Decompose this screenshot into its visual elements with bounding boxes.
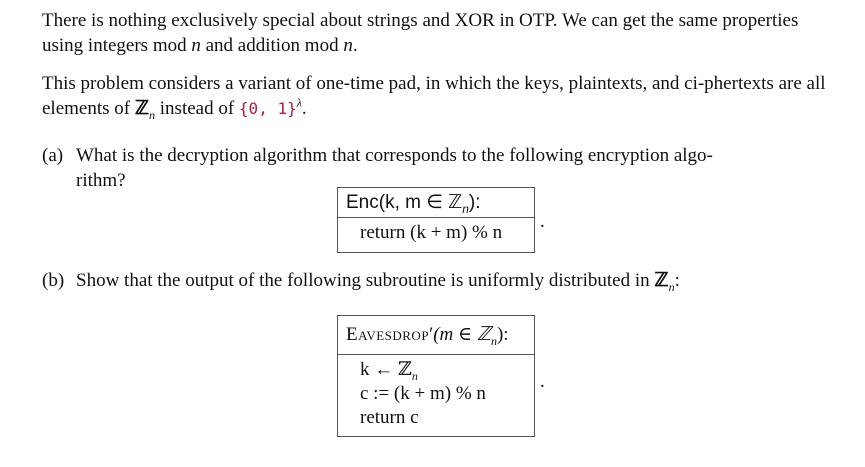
eavesdrop-name: Eavesdrop [346, 324, 430, 345]
question-text: rithm? [76, 170, 126, 191]
intro-text: . [301, 98, 307, 119]
intro-text: There is nothing exclusively special about strings and XOR in OTP. We can get the same properties using integers mod [42, 10, 799, 56]
sample-line-text: k ← ℤ [360, 359, 412, 380]
return-line: return c [360, 407, 419, 428]
math-subscript-n: n [411, 368, 418, 383]
question-text: Show that the output of the following subroutine is uniformly distributed in [76, 270, 655, 291]
math-subscript-n: n [490, 333, 497, 348]
enc-header-text: Enc(k, m ∈ ℤ [346, 192, 463, 213]
math-subscript-n: n [149, 107, 156, 122]
eavesdrop-header-end: ): [496, 324, 509, 345]
math-Z: ℤ [134, 98, 150, 119]
bit-set: {0, 1} [238, 99, 297, 118]
question-a [42, 143, 842, 193]
question-text: What is the decryption algorithm that corresponds to the following encryption algo- [76, 145, 713, 166]
math-subscript-n: n [462, 201, 469, 216]
math-n: n [191, 35, 201, 56]
sample-line [360, 358, 526, 382]
math-Z: ℤ [654, 270, 669, 291]
eavesdrop-algorithm-box [337, 315, 535, 437]
enc-header [338, 188, 534, 218]
enc-header-text: ): [468, 192, 481, 213]
eavesdrop-header [338, 316, 534, 355]
eavesdrop-args: (m ∈ ℤ [433, 324, 491, 345]
prime-mark: ′ [429, 324, 434, 345]
trailing-period: . [540, 211, 545, 232]
question-text: : [674, 270, 680, 291]
question-label: (b) [42, 270, 65, 291]
math-lambda: λ [296, 95, 302, 110]
intro-text: . [352, 35, 358, 56]
question-b [42, 268, 842, 293]
enc-algorithm-box [337, 187, 535, 253]
assign-line: c := (k + m) % n [360, 383, 486, 404]
enc-return-line: return (k + m) % n [360, 222, 503, 243]
intro-paragraph-1 [42, 8, 842, 58]
intro-text: This problem considers a variant of one-time pad, in which the keys, plaintexts, and ci-phertexts are all elements of [42, 73, 826, 119]
question-label: (a) [42, 145, 64, 166]
intro-text: instead of [155, 98, 239, 119]
trailing-period: . [540, 371, 545, 392]
math-n: n [343, 35, 353, 56]
intro-text: and addition mod [200, 35, 344, 56]
intro-paragraph-2 [42, 71, 842, 121]
math-subscript-n: n [668, 279, 675, 294]
